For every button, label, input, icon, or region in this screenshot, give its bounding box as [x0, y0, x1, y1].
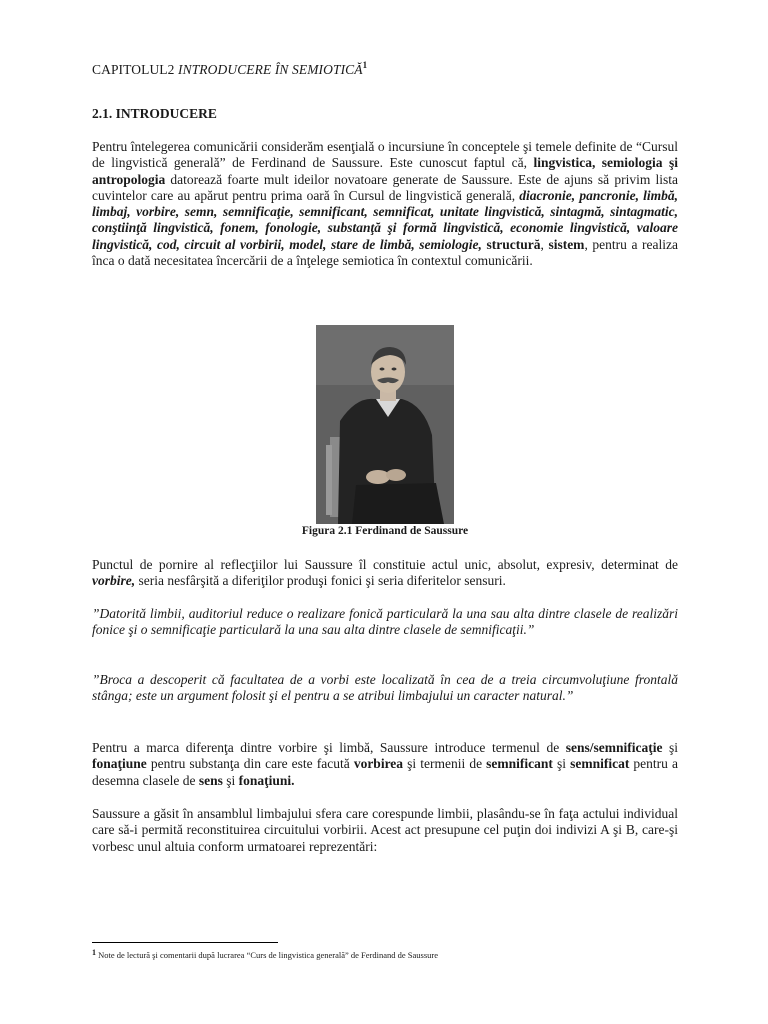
footnote-mark: 1 [92, 948, 96, 957]
text-run: datorează foarte mult ideilor novatoare generate de Saussure. Este de ajuns să privim lista cuvintelor care au apărut pentru prima oară în Cursul de lingvistică generală, [92, 171, 678, 203]
chapter-heading [92, 60, 367, 78]
bold-run: semnificat [570, 756, 630, 772]
bold-run: sens [198, 772, 223, 788]
text-run: şi [552, 756, 571, 772]
text-run: , pentru a realiza înca o dată necesitatea încercării de a înţelege semiotica în contextul comunicării. [92, 236, 678, 269]
text-run: şi termenii de [403, 756, 487, 772]
text-run: Pentru a marca diferenţa dintre vorbire şi limbă, Saussure introduce termenul de [92, 740, 566, 755]
text-run: Pentru întelegerea comunicării considerăm esenţială o incursiune în conceptele şi temele definite de “Cursul de lingvistică generală” de Ferdinand de Saussure. Este cunoscut faptul că, [92, 139, 678, 171]
quote-paragraph-2: ”Broca a descoperit că facultatea de a vorbi este localizată în cea de a treia circumvoluţiune frontală stânga; este un argument folosit şi el pentru a se atribui limbajului un caracter natural.” [92, 672, 678, 704]
section-heading: 2.1. INTRODUCERE [92, 106, 217, 121]
bold-run: lingvistica, semiologia şi antropologia [92, 155, 678, 187]
paragraph-intro [92, 139, 678, 269]
bold-run: fonaţiune [92, 756, 147, 772]
bold-run: fonaţiuni. [238, 772, 295, 788]
text-run: pentru substanţa din care este facută [146, 756, 354, 772]
footnote-divider [92, 942, 278, 943]
text-run: , [540, 236, 549, 252]
text-run: şi [222, 772, 239, 788]
figure-caption: Figura 2.1 Ferdinand de Saussure [301, 525, 469, 537]
footnote-reference[interactable]: 1 [362, 60, 368, 70]
bold-run: structură [486, 236, 541, 252]
text-run: pentru a desemna clasele de [92, 756, 678, 788]
footnote [92, 948, 438, 960]
paragraph-terms [92, 740, 678, 789]
paragraph-starting-point [92, 557, 678, 590]
bold-run: sistem [548, 236, 585, 252]
chapter-title: INTRODUCERE ÎN SEMIOTICĂ [178, 62, 363, 77]
chapter-label: CAPITOLUL2 [92, 62, 175, 77]
text-run: şi [662, 740, 678, 755]
saussure-portrait-photo [316, 325, 454, 524]
bold-italic-term-list: diacronie, pancronie, limbă, limbaj, vorbire, semn, semnificaţie, semnificant, semnificat, unitate lingvistică, sintagmă, sintagmatic, conştiinţă lingvistică, fonem, fonologie, substanţă şi formă lingvistică, economie lingvistică, valoare lingvistică, cod, circuit al vorbirii, model, stare de limbă, semiologie, [92, 187, 678, 252]
bold-run: sens/semnificaţie [565, 740, 663, 755]
bold-run: semnificant [486, 756, 553, 772]
portrait-illustration [316, 325, 454, 524]
text-run: seria nesfârşită a diferiţilor produşi fonici şi seria diferitelor sensuri. [135, 573, 506, 589]
bold-run: vorbirea [353, 756, 404, 772]
text-run: Punctul de pornire al reflecţiilor lui Saussure îl constituie actul unic, absolut, expresiv, determinat de [92, 557, 678, 572]
footnote-text: Note de lectură şi comentarii după lucrarea “Curs de lingvistica generală” de Ferdinand de Saussure [96, 950, 438, 960]
bold-italic-run: vorbire, [92, 573, 136, 589]
paragraph-circuit: Saussure a găsit în ansamblul limbajului sfera care corespunde limbii, plasându-se în faţa actului individual care să-i permită reconstituirea circuitului vorbirii. Acest act presupune cel puţin doi indivizi A şi B, care-şi vorbesc unul altuia conform urmatoarei reprezentări: [92, 806, 678, 854]
quote-paragraph-1: ”Datorită limbii, auditoriul reduce o realizare fonică particulară la una sau alta dintre clasele de realizări fonice şi o semnificaţie particulară la una sau alta dintre clasele de semnificaţii.” [92, 606, 678, 638]
